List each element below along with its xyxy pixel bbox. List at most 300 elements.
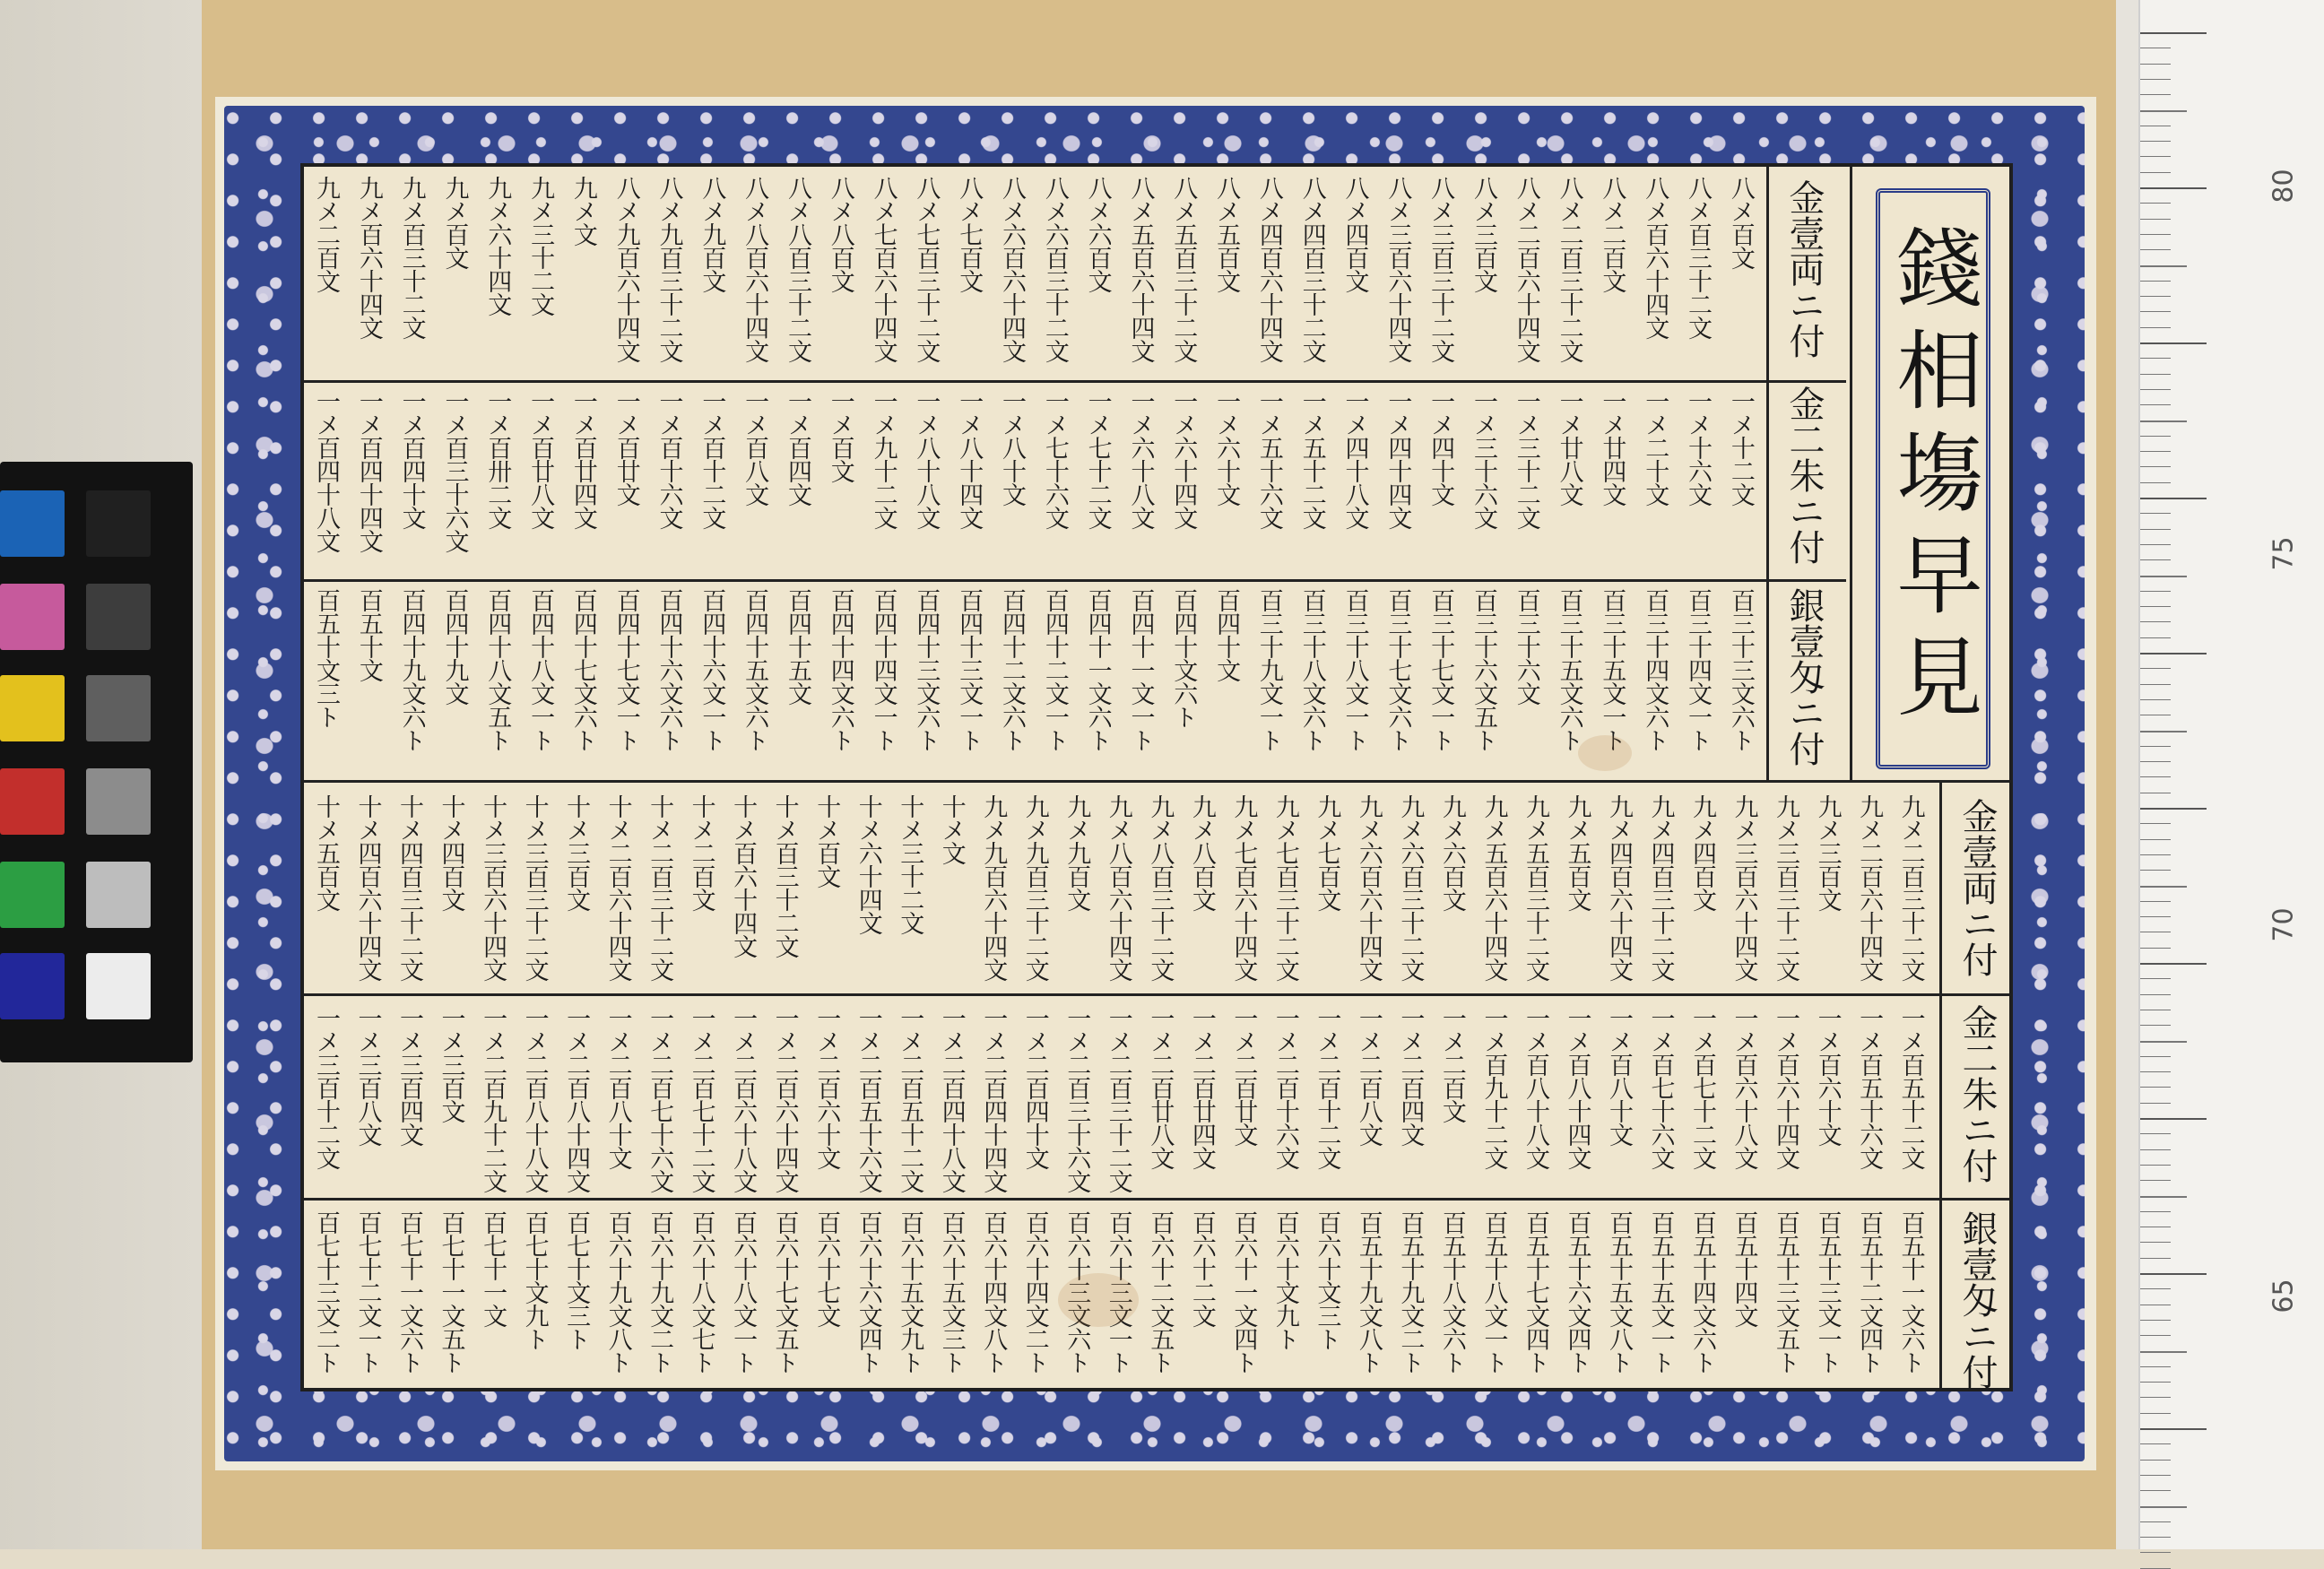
ruler-tick <box>2140 79 2171 80</box>
rate-cell: 八メ二百文 <box>1598 176 1626 292</box>
ruler-tick <box>2140 172 2171 173</box>
rate-cell: 一メ百四十文 <box>397 389 426 529</box>
rate-cell: 百六十二文 <box>1187 1210 1216 1327</box>
bottom-row3-label: 銀壹匁ニ付 <box>1956 1210 1998 1390</box>
rate-cell: 百四十八文一ト <box>526 588 555 751</box>
ruler-label: 80 <box>2268 169 2300 204</box>
rate-cell: 一メ三十二文 <box>1512 389 1540 529</box>
ruler-tick <box>2140 653 2207 654</box>
rate-cell: 十メ四百六十四文 <box>353 794 382 981</box>
ruler-tick <box>2140 1443 2171 1444</box>
rate-cell: 九メ八百三十二文 <box>1146 794 1175 981</box>
measuring-ruler <box>2138 0 2324 1549</box>
gray-patch <box>86 675 151 741</box>
ruler-tick <box>2140 436 2171 437</box>
ruler-tick <box>2140 1537 2171 1538</box>
ruler-tick <box>2140 234 2171 235</box>
rate-cell: 百七十二文一ト <box>353 1210 382 1374</box>
ruler-tick <box>2140 1460 2171 1461</box>
rate-cell: 一メ二百五十六文 <box>854 1006 882 1192</box>
rate-cell: 百四十二文六ト <box>998 588 1026 751</box>
rate-cell: 百四十文 <box>1212 588 1241 681</box>
rate-cell: 百四十一文一ト <box>1126 588 1155 751</box>
rate-cell: 百三十四文一ト <box>1684 588 1712 751</box>
rate-cell: 百五十二文四ト <box>1855 1210 1884 1374</box>
rate-cell: 一メ二百四文 <box>1396 1006 1425 1146</box>
ruler-tick <box>2140 1180 2171 1181</box>
rate-cell: 一メ七十二文 <box>1083 389 1112 529</box>
rate-cell: 一メ四十文 <box>1426 389 1455 506</box>
rate-cell: 八メ六百文 <box>1083 176 1112 292</box>
rate-cell: 八メ二百三十二文 <box>1555 176 1583 362</box>
ruler-tick <box>2140 1552 2171 1553</box>
rate-cell: 一メ九十二文 <box>869 389 898 529</box>
rate-cell: 百四十九文六ト <box>397 588 426 751</box>
rate-cell: 八メ五百六十四文 <box>1126 176 1155 362</box>
rate-cell: 一メ二百六十四文 <box>770 1006 799 1192</box>
rate-cell: 一メ二百七十二文 <box>687 1006 715 1192</box>
rate-cell: 百七十一文 <box>479 1210 507 1327</box>
ruler-tick <box>2140 948 2171 949</box>
rate-cell: 一メ二百六十八文 <box>729 1006 758 1192</box>
rate-cell: 八メ八百三十二文 <box>783 176 811 362</box>
rate-cell: 百六十文九ト <box>1270 1210 1299 1350</box>
rate-cell: 百六十二文五ト <box>1146 1210 1175 1374</box>
rate-cell: 一メ三百四文 <box>395 1006 424 1146</box>
ruler-tick <box>2140 513 2171 514</box>
ruler-tick <box>2140 699 2171 700</box>
rate-cell: 百六十文三ト <box>1313 1210 1341 1350</box>
rate-cell: 一メ百七十二文 <box>1688 1006 1717 1169</box>
rate-cell: 百五十文 <box>354 588 383 681</box>
ruler-tick <box>2140 886 2187 888</box>
ruler-tick <box>2140 684 2171 685</box>
rate-cell: 九メ六百三十二文 <box>1396 794 1425 981</box>
rate-cell: 百四十二文一ト <box>1040 588 1069 751</box>
rate-cell: 百六十九文八ト <box>603 1210 632 1374</box>
ruler-tick <box>2140 1335 2171 1336</box>
ruler-tick <box>2140 529 2171 530</box>
ruler-tick <box>2140 559 2171 560</box>
rate-cell: 一メ百四十八文 <box>312 389 340 552</box>
rate-cell: 八メ百六十四文 <box>1641 176 1669 339</box>
ruler-tick <box>2140 1087 2171 1088</box>
rate-cell: 九メ四百三十二文 <box>1646 794 1675 981</box>
rate-cell: 一メ二百廿四文 <box>1187 1006 1216 1169</box>
rate-cell: 九メ文 <box>568 176 597 246</box>
rate-cell: 九メ六百六十四文 <box>1354 794 1383 981</box>
rate-cell: 一メ二百八十文 <box>603 1006 632 1169</box>
ruler-tick <box>2140 110 2187 112</box>
rate-cell: 一メ二百九十二文 <box>479 1006 507 1192</box>
ruler-tick <box>2140 358 2171 359</box>
rate-cell: 九メ六十四文 <box>483 176 512 316</box>
ruler-tick <box>2140 839 2171 840</box>
rate-cell: 一メ十二文 <box>1726 389 1755 506</box>
ruler-tick <box>2140 1521 2171 1522</box>
ruler-tick <box>2140 637 2171 638</box>
rate-cell: 一メ二百七十六文 <box>646 1006 674 1192</box>
rate-cell: 百三十六文 <box>1512 588 1540 705</box>
ruler-tick <box>2140 1288 2171 1289</box>
rate-cell: 百六十五文三ト <box>937 1210 966 1374</box>
ruler-label: 75 <box>2268 536 2300 571</box>
rate-cell: 八メ七百三十二文 <box>912 176 941 362</box>
rate-cell: 一メ百八文 <box>741 389 769 506</box>
rate-cell: 百六十六文四ト <box>854 1210 882 1374</box>
rate-cell: 百六十七文五ト <box>770 1210 799 1374</box>
rate-cell: 十メ三十二文 <box>896 794 924 934</box>
ruler-tick <box>2140 1149 2171 1150</box>
rate-cell: 百七十一文五ト <box>437 1210 465 1374</box>
ruler-label: 70 <box>2268 907 2300 942</box>
rate-cell: 八メ四百六十四文 <box>1254 176 1283 362</box>
rate-cell: 十メ三百三十二文 <box>520 794 549 981</box>
rate-cell: 百六十九文二ト <box>646 1210 674 1374</box>
ruler-tick <box>2140 1258 2171 1259</box>
color-patch <box>0 768 65 835</box>
rate-cell: 百五十八文六ト <box>1437 1210 1466 1374</box>
rate-cell: 一メ百七十六文 <box>1646 1006 1675 1169</box>
rate-cell: 八メ百三十二文 <box>1684 176 1712 339</box>
rate-cell: 百五十三文五ト <box>1772 1210 1800 1374</box>
rate-cell: 十メ百文 <box>812 794 841 888</box>
rate-cell: 十メ四百文 <box>437 794 465 911</box>
rate-cell: 八メ六百三十二文 <box>1040 176 1069 362</box>
color-checker <box>0 462 193 1062</box>
rate-cell: 一メ百十六文 <box>655 389 683 529</box>
rate-cell: 九メ九百文 <box>1062 794 1091 911</box>
rate-cell: 一メ八十文 <box>998 389 1026 506</box>
rate-cell: 百五十六文四ト <box>1563 1210 1591 1374</box>
rate-cell: 九メ九百三十二文 <box>1020 794 1049 981</box>
rate-cell: 一メ二百四十四文 <box>979 1006 1008 1192</box>
rate-cell: 八メ三百文 <box>1469 176 1497 292</box>
rate-cell: 百六十五文九ト <box>896 1210 924 1374</box>
rule-line <box>304 780 2009 783</box>
rate-cell: 八メ七百文 <box>955 176 984 292</box>
top-row-gold-shu <box>305 384 1762 577</box>
rule-line <box>304 993 2009 996</box>
rate-cell: 一メ五十二文 <box>1297 389 1326 529</box>
bottom-row2-label: 金二朱ニ付 <box>1956 1004 1998 1183</box>
rate-cell: 百四十六文六ト <box>655 588 683 751</box>
ruler-tick <box>2140 327 2171 328</box>
rate-cell: 一メ百廿文 <box>611 389 640 506</box>
rate-cell: 九メ七百六十四文 <box>1229 794 1258 981</box>
ruler-tick <box>2140 249 2171 250</box>
rate-cell: 一メ二百八十八文 <box>520 1006 549 1192</box>
ruler-tick <box>2140 870 2171 871</box>
rate-cell: 百六十三文六ト <box>1062 1210 1091 1374</box>
ruler-tick <box>2140 1196 2187 1198</box>
ruler-tick <box>2140 1506 2187 1508</box>
rate-cell: 一メ百五十二文 <box>1896 1006 1925 1169</box>
rate-cell: 九メ七百三十二文 <box>1270 794 1299 981</box>
rate-cell: 八メ七百六十四文 <box>869 176 898 362</box>
gray-patch <box>86 768 151 835</box>
ruler-tick <box>2140 389 2171 390</box>
rate-cell: 一メ廿四文 <box>1598 389 1626 506</box>
rate-cell: 百七十一文六ト <box>395 1210 424 1374</box>
ruler-tick <box>2140 296 2171 297</box>
rate-cell: 九メ三百三十二文 <box>1772 794 1800 981</box>
ruler-tick <box>2140 498 2207 499</box>
ruler-tick <box>2140 776 2171 777</box>
ruler-tick <box>2140 761 2171 762</box>
rate-cell: 百六十四文八ト <box>979 1210 1008 1374</box>
ruler-tick <box>2140 1103 2171 1104</box>
rate-cell: 一メ百五十六文 <box>1855 1006 1884 1169</box>
ruler-tick <box>2140 451 2171 452</box>
rule-line <box>1766 167 1769 782</box>
rate-cell: 百三十五文一ト <box>1598 588 1626 751</box>
rate-cell: 九メ四百文 <box>1688 794 1717 911</box>
rate-cell: 百五十九文二ト <box>1396 1210 1425 1374</box>
ruler-tick <box>2140 1475 2171 1476</box>
rate-cell: 百四十五文 <box>783 588 811 705</box>
rate-cell: 一メ三百十二文 <box>312 1006 340 1169</box>
top-row1-label: 金壹両ニ付 <box>1783 179 1825 359</box>
rate-cell: 一メ百十二文 <box>698 389 726 529</box>
ruler-tick <box>2140 746 2171 747</box>
rate-cell: 九メ五百三十二文 <box>1521 794 1549 981</box>
rate-cell: 百四十一文六ト <box>1083 588 1112 751</box>
ruler-tick <box>2140 1211 2171 1212</box>
rate-cell: 十メ百三十二文 <box>770 794 799 958</box>
rate-cell: 一メ五十六文 <box>1254 389 1283 529</box>
ruler-tick <box>2140 823 2171 824</box>
color-patch <box>0 953 65 1019</box>
rate-cell: 一メ二百廿八文 <box>1146 1006 1175 1169</box>
rate-cell: 九メ五百文 <box>1563 794 1591 911</box>
rate-cell: 百四十四文一ト <box>869 588 898 751</box>
ruler-tick <box>2140 963 2207 965</box>
rate-cell: 一メ百六十文 <box>1813 1006 1842 1146</box>
ruler-tick <box>2140 994 2171 995</box>
rate-cell: 一メ二百八十四文 <box>562 1006 591 1192</box>
rate-cell: 八メ九百三十二文 <box>655 176 683 362</box>
rate-cell: 八メ百文 <box>1726 176 1755 269</box>
rate-cell: 百三十六文五ト <box>1469 588 1497 751</box>
rate-cell: 百三十三文六ト <box>1726 588 1755 751</box>
rate-cell: 百四十五文六ト <box>741 588 769 751</box>
rate-cell: 百四十六文一ト <box>698 588 726 751</box>
ruler-tick <box>2140 1041 2187 1043</box>
ruler-tick <box>2140 1165 2171 1166</box>
top-row3-label: 銀壹匁ニ付 <box>1783 587 1825 767</box>
rate-cell: 九メ百六十四文 <box>354 176 383 339</box>
rule-line <box>304 1198 2009 1201</box>
ruler-tick <box>2140 466 2171 467</box>
rate-cell: 百四十九文 <box>440 588 469 705</box>
rate-cell: 一メ六十文 <box>1212 389 1241 506</box>
ruler-tick <box>2140 854 2171 855</box>
rate-cell: 九メ二百三十二文 <box>1896 794 1925 981</box>
rate-cell: 一メ二百六十文 <box>812 1006 841 1169</box>
rate-cell: 百四十八文五ト <box>483 588 512 751</box>
rate-cell: 一メ百九十二文 <box>1479 1006 1508 1169</box>
rate-cell: 百六十一文四ト <box>1229 1210 1258 1374</box>
rate-cell: 一メ三十六文 <box>1469 389 1497 529</box>
ruler-tick <box>2140 219 2171 220</box>
rate-cell: 一メ百四十四文 <box>354 389 383 552</box>
ruler-tick <box>2140 1490 2171 1491</box>
gray-patch <box>86 490 151 557</box>
ruler-tick <box>2140 1320 2171 1321</box>
ruler-tick <box>2140 1428 2207 1430</box>
ruler-tick <box>2140 576 2187 577</box>
ruler-tick <box>2140 978 2171 979</box>
ruler-tick <box>2140 311 2171 312</box>
rate-cell: 九メ百文 <box>440 176 469 269</box>
rate-cell: 十メ二百文 <box>687 794 715 911</box>
ruler-tick <box>2140 1273 2207 1275</box>
ruler-tick <box>2140 203 2171 204</box>
rate-cell: 八メ五百三十二文 <box>1169 176 1198 362</box>
rate-cell: 一メ百三十六文 <box>440 389 469 552</box>
rate-cell: 百五十四文六ト <box>1688 1210 1717 1374</box>
rate-cell: 百四十七文一ト <box>611 588 640 751</box>
rate-cell: 一メ二百文 <box>1437 1006 1466 1123</box>
ruler-tick <box>2140 156 2171 157</box>
rate-cell: 一メ三百八文 <box>353 1006 382 1146</box>
bottom-row-gold-ryo <box>305 789 1932 984</box>
rate-cell: 百六十三文一ト <box>1104 1210 1132 1374</box>
rate-cell: 百四十四文六ト <box>826 588 854 751</box>
ruler-tick <box>2140 141 2171 142</box>
rate-cell: 八メ六百六十四文 <box>998 176 1026 362</box>
rate-cell: 一メ二百四十文 <box>1020 1006 1049 1169</box>
rate-cell: 百三十八文六ト <box>1297 588 1326 751</box>
ruler-tick <box>2140 420 2187 422</box>
rate-cell: 百五十七文四ト <box>1521 1210 1549 1374</box>
rate-cell: 八メ九百六十四文 <box>611 176 640 362</box>
ruler-tick <box>2140 1382 2171 1383</box>
ruler-tick <box>2140 621 2171 622</box>
rate-cell: 一メ八十八文 <box>912 389 941 529</box>
rate-cell: 一メ二百三十二文 <box>1104 1006 1132 1192</box>
rate-cell: 十メ二百三十二文 <box>646 794 674 981</box>
rate-cell: 八メ三百六十四文 <box>1383 176 1412 362</box>
ruler-tick <box>2140 668 2171 669</box>
ruler-tick <box>2140 1366 2171 1367</box>
ruler-tick <box>2140 1397 2171 1398</box>
ruler-label: 65 <box>2268 1279 2300 1313</box>
rate-cell: 八メ四百文 <box>1340 176 1369 292</box>
ruler-tick <box>2140 187 2207 189</box>
rate-cell: 九メ三十二文 <box>526 176 555 316</box>
ruler-tick <box>2140 404 2171 405</box>
color-patch <box>0 862 65 928</box>
rate-cell: 一メ二十文 <box>1641 389 1669 506</box>
rate-cell: 一メ百八十八文 <box>1521 1006 1549 1169</box>
rate-cell: 百七十文三ト <box>562 1210 591 1350</box>
ruler-tick <box>2140 32 2207 34</box>
rate-cell: 百四十三文一ト <box>955 588 984 751</box>
ruler-tick <box>2140 482 2171 483</box>
ruler-tick <box>2140 1351 2187 1353</box>
rate-cell: 百三十七文一ト <box>1426 588 1455 751</box>
rate-cell: 一メ六十八文 <box>1126 389 1155 529</box>
rate-cell: 百五十五文八ト <box>1604 1210 1633 1374</box>
rate-cell: 一メ百廿八文 <box>526 389 555 529</box>
rate-cell: 百三十七文六ト <box>1383 588 1412 751</box>
rate-cell: 九メ七百文 <box>1313 794 1341 911</box>
rate-cell: 十メ文 <box>937 794 966 864</box>
rate-cell: 一メ百八十文 <box>1604 1006 1633 1146</box>
rate-cell: 九メ三百六十四文 <box>1730 794 1758 981</box>
rate-cell: 百三十八文一ト <box>1340 588 1369 751</box>
rate-cell: 九メ百三十二文 <box>397 176 426 339</box>
ruler-tick <box>2140 1056 2171 1057</box>
rate-cell: 十メ百六十四文 <box>729 794 758 958</box>
ruler-tick <box>2140 606 2171 607</box>
rule-line <box>304 579 1846 582</box>
rule-line <box>1850 167 1852 782</box>
rate-cell: 十メ三百六十四文 <box>479 794 507 981</box>
rate-cell: 九メ三百文 <box>1813 794 1842 911</box>
rate-cell: 十メ二百六十四文 <box>603 794 632 981</box>
rate-cell: 九メ八百文 <box>1187 794 1216 911</box>
bottom-row1-label: 金壹両ニ付 <box>1956 798 1998 977</box>
rate-cell: 八メ五百文 <box>1212 176 1241 292</box>
ruler-tick <box>2140 94 2171 95</box>
paper-stain <box>1058 1273 1139 1327</box>
rate-cell: 一メ百卅二文 <box>483 389 512 529</box>
gray-patch <box>86 953 151 1019</box>
color-patch <box>0 675 65 741</box>
top-row2-label: 金二朱ニ付 <box>1783 386 1825 565</box>
rate-cell: 一メ七十六文 <box>1040 389 1069 529</box>
rate-cell: 一メ四十八文 <box>1340 389 1369 529</box>
rate-cell: 一メ百廿四文 <box>568 389 597 529</box>
rate-cell: 一メ二百廿文 <box>1229 1006 1258 1146</box>
rate-cell: 百三十四文六ト <box>1641 588 1669 751</box>
rate-cell: 百五十文三ト <box>312 588 340 728</box>
rate-cell: 九メ二百六十四文 <box>1855 794 1884 981</box>
rate-cell: 一メ二百三十六文 <box>1062 1006 1091 1192</box>
rate-cell: 百七十文九ト <box>520 1210 549 1350</box>
gray-patch <box>86 584 151 650</box>
rate-cell: 十メ四百三十二文 <box>395 794 424 981</box>
rate-cell: 百五十三文一ト <box>1813 1210 1842 1374</box>
rate-cell: 十メ五百文 <box>312 794 340 911</box>
rate-cell: 一メ百文 <box>826 389 854 482</box>
rate-cell: 百五十九文八ト <box>1354 1210 1383 1374</box>
title-cartouche <box>1876 188 1990 769</box>
rate-cell: 百五十五文一ト <box>1646 1210 1675 1374</box>
rate-cell: 一メ二百十二文 <box>1313 1006 1341 1169</box>
rate-cell: 百五十四文 <box>1730 1210 1758 1327</box>
rate-cell: 百五十一文六ト <box>1896 1210 1925 1374</box>
rate-cell: 百五十八文一ト <box>1479 1210 1508 1374</box>
rate-cell: 一メ百六十八文 <box>1730 1006 1758 1169</box>
rate-cell: 八メ二百六十四文 <box>1512 176 1540 362</box>
ruler-tick <box>2140 731 2187 732</box>
rate-cell: 九メ六百文 <box>1437 794 1466 911</box>
ruler-tick <box>2140 1025 2171 1026</box>
rule-line <box>304 380 1846 383</box>
ruler-tick <box>2140 901 2171 902</box>
rate-cell: 八メ九百文 <box>698 176 726 292</box>
gray-patch <box>86 862 151 928</box>
rate-cell: 百四十七文六ト <box>568 588 597 751</box>
ruler-tick <box>2140 1071 2171 1072</box>
rate-cell: 九メ八百六十四文 <box>1104 794 1132 981</box>
rate-cell: 一メ百八十四文 <box>1563 1006 1591 1169</box>
rate-cell: 一メ廿八文 <box>1555 389 1583 506</box>
